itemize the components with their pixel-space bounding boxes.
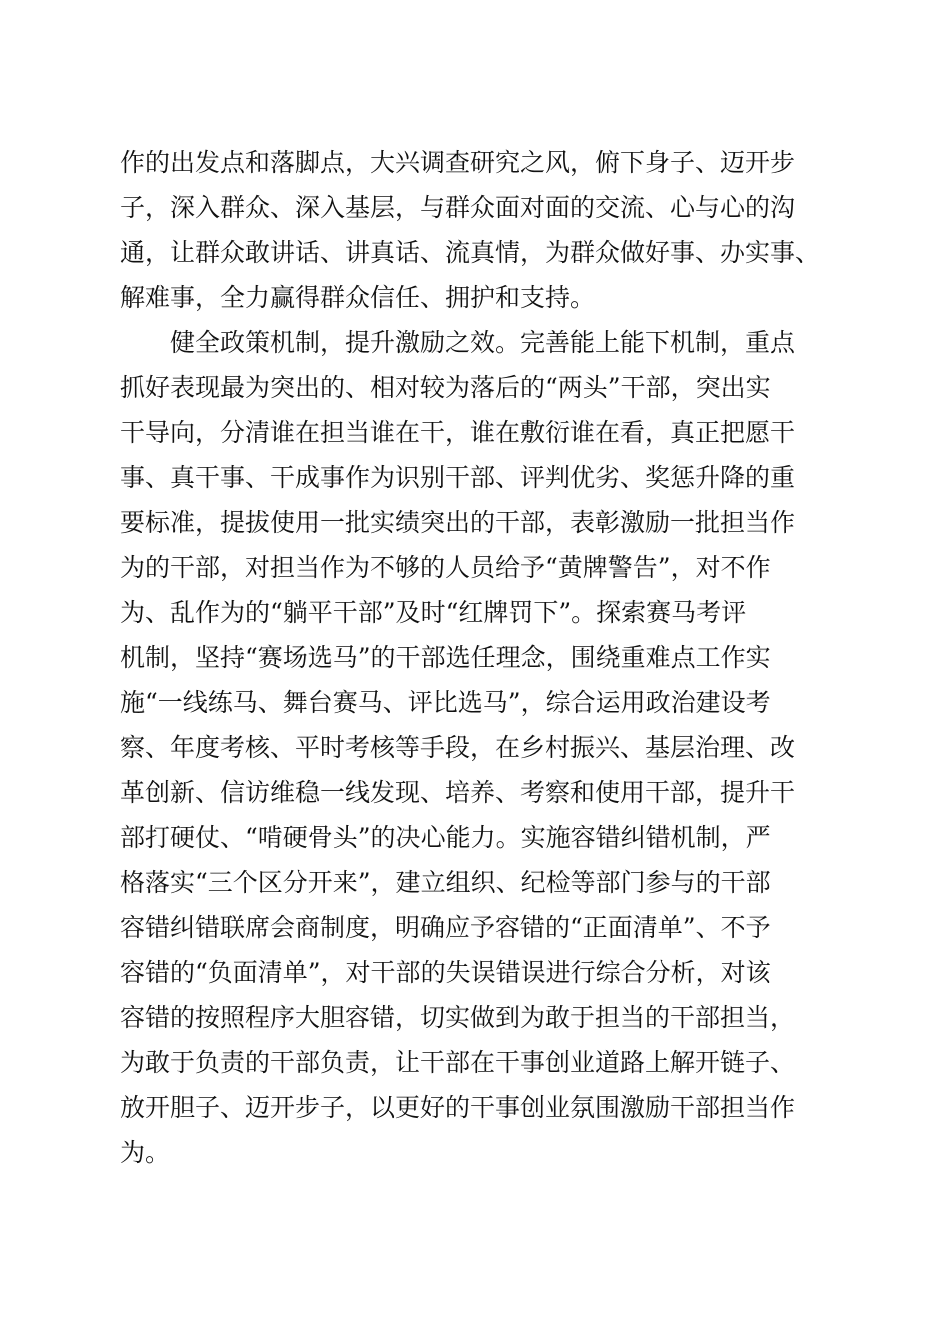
- text-line: 容错的按照程序大胆容错，切实做到为敢于担当的干部担当，: [120, 1003, 796, 1032]
- text-line: 机制，坚持“赛场选马”的干部选任理念，围绕重难点工作实: [120, 643, 771, 672]
- text-line: 为、乱作为的“躺平干部”及时“红牌罚下”。探索赛马考评: [120, 598, 747, 627]
- text-line: 抓好表现最为突出的、相对较为落后的“两头”干部，突出实: [120, 373, 771, 402]
- text-line: 格落实“三个区分开来”，建立组织、纪检等部门参与的干部: [120, 868, 771, 897]
- text-line: 为。: [120, 1138, 171, 1167]
- text-line: 容错纠错联席会商制度，明确应予容错的“正面清单”、不予: [120, 913, 771, 942]
- paragraph-first-line: 健全政策机制，提升激励之效。完善能上能下机制，重点: [170, 328, 796, 357]
- text-line: 察、年度考核、平时考核等手段，在乡村振兴、基层治理、改: [120, 733, 796, 762]
- text-line: 为的干部，对担当作为不够的人员给予“黄牌警告”，对不作: [120, 553, 771, 582]
- text-line: 子，深入群众、深入基层，与群众面对面的交流、心与心的沟: [120, 193, 796, 222]
- text-line: 通，让群众敢讲话、讲真话、流真情，为群众做好事、办实事、: [120, 238, 821, 267]
- text-line: 解难事，全力赢得群众信任、拥护和支持。: [120, 283, 596, 312]
- text-line: 革创新、信访维稳一线发现、培养、考察和使用干部，提升干: [120, 778, 796, 807]
- text-line: 事、真干事、干成事作为识别干部、评判优劣、奖惩升降的重: [120, 463, 796, 492]
- text-line: 作的出发点和落脚点，大兴调查研究之风，俯下身子、迈开步: [120, 148, 796, 177]
- text-line: 容错的“负面清单”，对干部的失误错误进行综合分析，对该: [120, 958, 771, 987]
- text-line: 放开胆子、迈开步子，以更好的干事创业氛围激励干部担当作: [120, 1093, 796, 1122]
- text-line: 施“一线练马、舞台赛马、评比选马”，综合运用政治建设考: [120, 688, 771, 717]
- text-line: 干导向，分清谁在担当谁在干，谁在敷衍谁在看，真正把愿干: [120, 418, 796, 447]
- text-line: 部打硬仗、“啃硬骨头”的决心能力。实施容错纠错机制，严: [120, 823, 771, 852]
- text-line: 要标准，提拔使用一批实绩突出的干部，表彰激励一批担当作: [120, 508, 796, 537]
- text-line: 为敢于负责的干部负责，让干部在干事创业道路上解开链子、: [120, 1048, 796, 1077]
